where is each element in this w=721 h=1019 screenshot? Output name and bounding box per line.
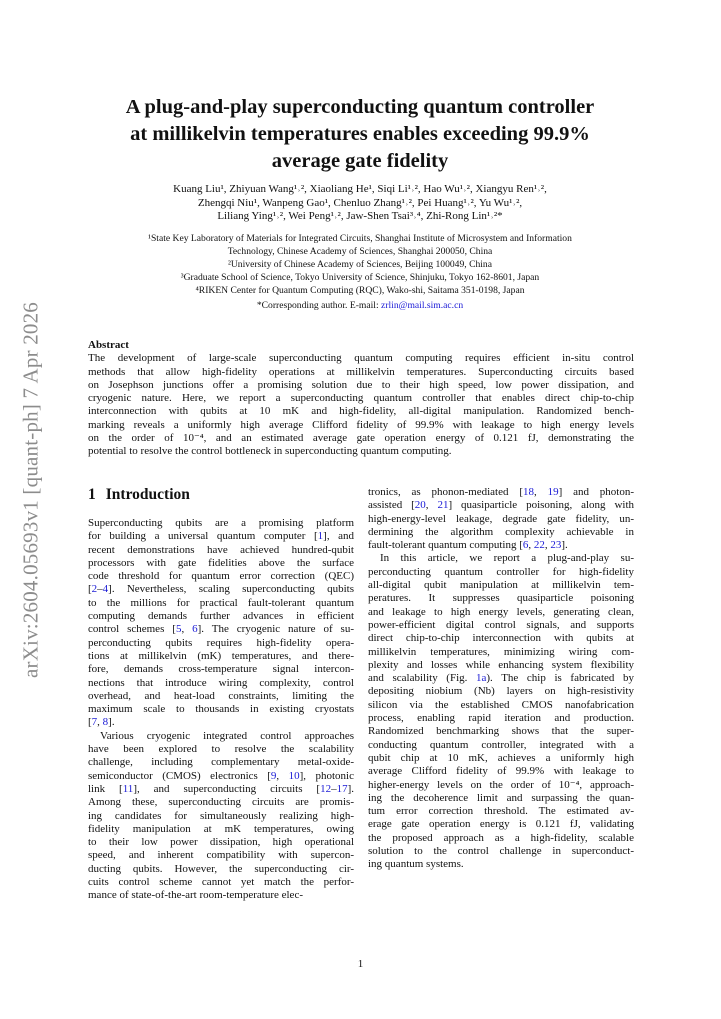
figure-link[interactable]: 1a [476,672,487,685]
affiliation-line: ²University of Chinese Academy of Sciences, Beijing 100049, China [228,259,492,270]
text-line: tronics, as phonon-mediated [18, 19] and photon- [368,486,634,498]
citation-link[interactable]: 1 [317,530,324,543]
text-line: cuits control scheme cannot yet match the perfor- [88,876,354,889]
citation-link[interactable]: 20 [414,499,426,512]
citation-link[interactable]: 2 [91,583,98,596]
text-line: challenge, including complementary metal-oxide- [88,756,354,769]
text-line: overhead, and heat-load constraints, limiting the [88,689,354,702]
text-line: peratures. It suppresses quasiparticle poisoning [368,592,634,605]
right-column-body [368,486,634,872]
abstract-line: cryogenic nature. Here, we report a superconducting quantum controller that enables direct chip-to-chip [88,392,634,405]
affiliation-line: ⁴RIKEN Center for Quantum Computing (RQC), Wako-shi, Saitama 351-0198, Japan [195,285,525,296]
abstract-line: methods that allow high-fidelity operations at millikelvin temperatures. Superconducting circuits based [88,365,634,378]
text-line: perconducting qubits requires high-fidelity opera- [88,636,354,649]
citation-link[interactable]: 5 [175,623,182,636]
section-heading [88,486,354,510]
section-number: 1 [88,486,96,503]
abstract-line: The development of large-scale superconducting quantum computing requires efficient in-situ control [88,352,634,365]
section-title: Introduction [105,486,190,503]
text-line: ing the decoherence limit and surpassing the quan- [368,791,634,804]
text-line: nections that introduce wiring complexity, control [88,676,354,689]
text-line: computing demands further advances in efficient [88,610,354,623]
text-line: and leakage to high energy levels, generating clean, [368,605,634,618]
title-line: A plug-and-play superconducting quantum controller [125,96,595,118]
author-line: Zhengqi Niu¹, Wanpeng Gao¹, Chenluo Zhang¹˒², Pei Huang¹˒², Yu Wu¹˒², [197,196,523,209]
text-line: speed, and inherent compatibility with supercon- [88,849,354,862]
citation-link[interactable]: 7 [91,716,98,729]
text-line: Superconducting qubits are a promising platform [88,517,354,529]
text-line: ing quantum systems. [368,858,464,871]
citation-link[interactable]: 6 [192,623,198,636]
paper-title [80,94,640,175]
text-line: Randomized benchmarking shows that the super- [368,725,634,738]
text-line: Various cryogenic integrated control approaches [100,729,354,742]
author-line: Kuang Liu¹, Zhiyuan Wang¹˒², Xiaoliang He¹, Siqi Li¹˒², Hao Wu¹˒², Xiangyu Ren¹˒², [173,183,547,195]
text-line: conducting quantum controller, integrated with a [368,738,634,751]
text-line: erage gate operation energy is 0.121 fJ, validating [368,818,634,831]
text-line: tum error correction threshold. The estimated av- [368,805,634,818]
citation-link[interactable]: 19 [547,486,559,498]
text-line: fault-tolerant quantum computing [6, 22, 23]. [368,539,568,552]
citation-link[interactable]: 9 [270,769,277,782]
abstract-line: marking reveals a uniformly high average Clifford fidelity of 99.9% with leakage to high energy levels [88,418,634,431]
text-line: fidelity manipulation at mK temperatures, owing [88,822,354,835]
arxiv-identifier: arXiv:2604.05693v1 [quant-ph] 7 Apr 2026 [18,301,43,679]
text-line: fore, demands cross-temperature signal intercon- [88,663,354,676]
left-column-body [88,517,354,903]
text-line: direct chip-to-chip interconnection with qubits at [368,632,634,645]
citation-link[interactable]: 18 [523,486,534,498]
abstract-line: on the order of 10⁻⁴, and an estimated average gate operation energy of 0.121 fJ, demonstrating the [88,432,634,445]
corresponding-email-link[interactable]: zrlin@mail.sim.ac.cn [381,300,464,311]
abstract-body [88,352,634,458]
abstract-line: interconnection with qubits at 10 mK and high-fidelity, all-digital manipulation. Randomized bench- [88,405,634,418]
affiliations [80,232,640,312]
text-line: maximum scale to thousands in existing cryostats [88,703,354,716]
citation-link[interactable]: 17 [336,782,348,795]
text-line: In this article, we report a plug-and-play su- [380,552,634,565]
text-line: for building a universal quantum computer [1], and [88,530,354,543]
text-line: [2–4]. Nevertheless, scaling superconducting qubits [88,583,354,596]
citation-link[interactable]: 11 [122,782,134,795]
text-line: recent demonstrations have achieved hundred-qubit [88,543,354,556]
citation-link[interactable]: 23 [550,539,562,552]
text-line: code threshold for quantum error correction (QEC) [88,570,354,583]
corresponding-author [80,299,640,312]
text-line: mance of state-of-the-art room-temperature elec- [88,889,303,902]
text-line: perconducting quantum controller for high-fidelity [368,565,634,578]
corresponding-label: *Corresponding author. E-mail: [256,300,379,311]
text-line: all-digital qubit manipulation at millikelvin tem- [368,579,634,592]
abstract [88,339,634,459]
affiliation-line: ¹State Key Laboratory of Materials for Integrated Circuits, Shanghai Institute of Microsystem and Information [148,233,572,244]
abstract-line: on Josephson junctions offer a promising solution due to their high speed, low power dissipation, and [88,378,634,391]
text-line: millikelvin temperatures, minimizing wiring com- [368,645,634,658]
title-line: average gate fidelity [271,150,449,172]
citation-link[interactable]: 12 [320,782,332,795]
text-line: Among these, superconducting circuits are promis- [88,796,354,809]
text-line: have been explored to resolve the scalability [88,743,354,756]
citation-link[interactable]: 8 [102,716,109,729]
text-line: the proposed approach as a high-fidelity, scalable [368,831,634,844]
text-line: dermining the algorithm complexity achievable in [368,525,634,538]
title-line: at millikelvin temperatures enables exceeding 99.9% [130,123,590,145]
text-line: power-efficient digital control signals, and supports [368,618,634,631]
text-line: silicon via the established CMOS nanofabrication [368,698,634,711]
text-line: solution to the control challenge in superconduct- [368,845,634,858]
text-line: high-energy-level leakage, degrade gate fidelity, un- [368,512,634,525]
affiliation-line: Technology, Chinese Academy of Sciences, Shanghai 200050, China [227,246,493,257]
text-line: higher-energy levels on the order of 10⁻⁴, approach- [368,778,634,791]
text-line: depositing niobium (Nb) layers on high-resistivity [368,685,634,698]
author-list [80,183,640,224]
text-line: to their low power dissipation, high operational [88,836,354,849]
text-line: tions at millikelvin (mK) temperatures, and there- [88,649,354,662]
right-column [368,486,634,872]
text-line: process, enabling rapid iteration and production. [368,712,634,725]
abstract-line: potential to resolve the control bottleneck in superconducting quantum computing. [88,445,452,458]
text-line: [7, 8]. [88,716,115,729]
text-line: average Clifford fidelity of 99.9% with leakage to [368,765,634,778]
citation-link[interactable]: 21 [437,499,449,512]
left-column [88,486,354,903]
page-number: 1 [357,958,364,970]
text-line: and scalability (Fig. 1a). The chip is fabricated by [368,672,634,685]
citation-link[interactable]: 10 [288,769,300,782]
text-line: assisted [20, 21] quasiparticle poisoning, along with [368,499,634,512]
text-line: to the millions for practical fault-tolerant quantum [88,596,354,609]
author-line: Liliang Ying¹˒², Wei Peng¹˒², Jaw-Shen Tsai³˒⁴, Zhi-Rong Lin¹˒²* [217,210,503,222]
affiliation-line: ³Graduate School of Science, Tokyo University of Science, Shinjuku, Tokyo 162-8601, Japan [180,272,540,283]
text-line: ducting qubits. However, the superconducting cir- [88,862,354,875]
text-line: ing candidates for simultaneously realizing high- [88,809,354,822]
text-line: processors with gate fidelities above the surface [88,556,354,569]
citation-link[interactable]: 4 [102,583,109,596]
citation-link[interactable]: 6 [522,539,529,552]
text-line: qubit chip at 10 mK, achieves a uniformly high [368,751,634,764]
text-line: link [11], and superconducting circuits [12–17]. [88,782,354,795]
text-line: control schemes [5, 6]. The cryogenic nature of su- [88,623,354,636]
text-line: semiconductor (CMOS) electronics [9, 10], photonic [88,769,354,782]
text-line: plexity and losses while enhancing system flexibility [368,658,634,671]
abstract-heading: Abstract [88,339,129,351]
citation-link[interactable]: 22 [533,539,545,552]
